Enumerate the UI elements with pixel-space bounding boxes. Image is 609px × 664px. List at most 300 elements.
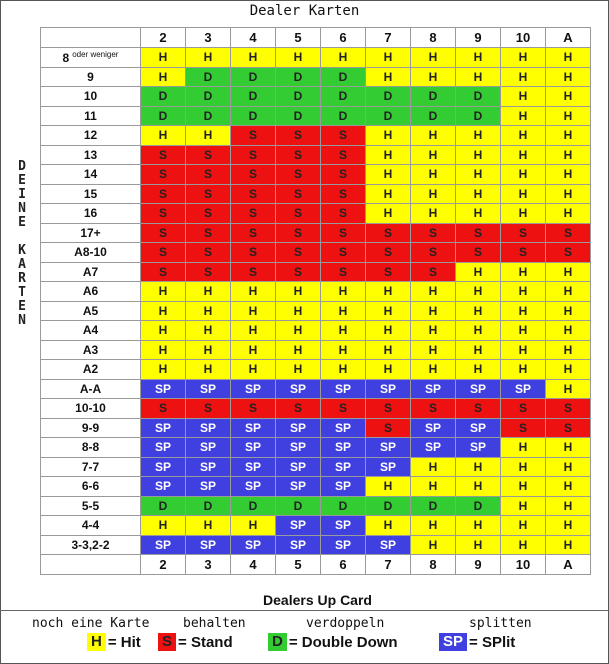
hand-label [41, 496, 141, 516]
action-cell: H [276, 282, 321, 302]
action-cell: SP [321, 418, 366, 438]
side-label-letter: K [18, 243, 26, 258]
hand-label [41, 535, 141, 555]
action-cell: H [321, 321, 366, 341]
action-cell: S [501, 418, 546, 438]
action-cell: S [141, 399, 186, 419]
hand-row [41, 457, 591, 477]
action-cell: H [546, 87, 591, 107]
action-cell: S [276, 262, 321, 282]
hand-label [41, 106, 141, 126]
action-cell: D [141, 87, 186, 107]
action-cell: H [546, 67, 591, 87]
action-cell: S [411, 262, 456, 282]
action-cell: S [546, 399, 591, 419]
action-cell: H [501, 106, 546, 126]
legend-item-stand [158, 633, 233, 651]
action-cell: SP [276, 535, 321, 555]
action-cell: S [366, 399, 411, 419]
action-cell: SP [141, 438, 186, 458]
action-cell: H [501, 496, 546, 516]
dealer-card-header: 8 [411, 555, 456, 575]
action-cell: H [366, 145, 411, 165]
hand-label [41, 379, 141, 399]
hand-label [41, 145, 141, 165]
action-cell: SP [186, 457, 231, 477]
action-cell: S [141, 204, 186, 224]
action-cell: D [231, 87, 276, 107]
corner-cell [41, 28, 141, 48]
action-cell: H [501, 67, 546, 87]
hand-label [41, 399, 141, 419]
action-cell: H [321, 48, 366, 68]
hand-label-text: 10-10 [75, 401, 106, 416]
action-cell: S [501, 223, 546, 243]
action-cell: S [321, 223, 366, 243]
action-cell: H [366, 126, 411, 146]
action-cell: H [456, 535, 501, 555]
action-cell: H [141, 516, 186, 536]
action-cell: SP [276, 379, 321, 399]
action-cell: H [366, 165, 411, 185]
action-cell: H [456, 477, 501, 497]
dealer-card-header: 2 [141, 28, 186, 48]
action-cell: H [141, 282, 186, 302]
action-cell: H [546, 438, 591, 458]
hand-label [41, 360, 141, 380]
hand-row [41, 418, 591, 438]
dealer-header-row-bottom [41, 555, 591, 575]
action-cell: H [501, 535, 546, 555]
action-cell: H [141, 340, 186, 360]
action-cell: H [546, 106, 591, 126]
side-label-letter: A [18, 257, 26, 272]
action-cell: S [186, 243, 231, 263]
action-cell: SP [321, 535, 366, 555]
hand-label [41, 48, 141, 68]
dealer-card-header: 4 [231, 555, 276, 575]
action-cell: H [456, 301, 501, 321]
hand-label [41, 165, 141, 185]
side-label-letter: T [18, 285, 26, 300]
action-cell: S [501, 399, 546, 419]
action-cell: H [366, 282, 411, 302]
action-cell: D [411, 87, 456, 107]
hand-label-text: A7 [82, 264, 99, 279]
hand-label-text: A3 [82, 342, 99, 357]
legend-caption-double: verdoppeln [306, 616, 385, 631]
action-cell: H [231, 282, 276, 302]
hand-row [41, 204, 591, 224]
action-cell: SP [186, 438, 231, 458]
action-cell: SP [321, 477, 366, 497]
action-cell: S [456, 243, 501, 263]
dealer-cards-title: Dealer Karten [249, 3, 360, 19]
action-cell: S [321, 145, 366, 165]
hand-label-text: 5-5 [81, 498, 100, 513]
action-cell: S [276, 399, 321, 419]
action-cell: H [501, 145, 546, 165]
action-cell: D [276, 496, 321, 516]
action-cell: S [186, 262, 231, 282]
hand-row [41, 301, 591, 321]
action-cell: H [366, 340, 411, 360]
action-cell: S [411, 223, 456, 243]
dealers-up-card-title: Dealers Up Card [263, 592, 372, 608]
hand-row [41, 516, 591, 536]
action-cell: SP [276, 418, 321, 438]
action-cell: S [276, 204, 321, 224]
hand-label-text: A5 [82, 303, 99, 318]
action-cell: S [141, 243, 186, 263]
action-cell: H [501, 340, 546, 360]
hand-label-text: 15 [83, 186, 98, 201]
hand-label-text: 3-3,2-2 [71, 537, 110, 552]
legend-item-hit [87, 633, 141, 651]
hand-label-text: A6 [82, 284, 99, 299]
action-cell: D [321, 67, 366, 87]
action-cell: H [411, 477, 456, 497]
action-cell: S [231, 126, 276, 146]
action-cell: H [546, 301, 591, 321]
action-cell: H [456, 321, 501, 341]
dealer-card-header: 3 [186, 28, 231, 48]
action-cell: H [321, 360, 366, 380]
action-cell: SP [321, 379, 366, 399]
hand-label [41, 204, 141, 224]
action-cell: SP [276, 438, 321, 458]
action-cell: H [186, 516, 231, 536]
hand-row [41, 282, 591, 302]
hand-label [41, 321, 141, 341]
action-cell: H [411, 204, 456, 224]
action-cell: D [366, 87, 411, 107]
action-cell: H [411, 535, 456, 555]
action-cell: H [276, 340, 321, 360]
action-cell: H [501, 516, 546, 536]
legend-swatch-split: SP [439, 633, 467, 651]
action-cell: SP [366, 535, 411, 555]
dealer-card-header: 10 [501, 555, 546, 575]
action-cell: D [366, 496, 411, 516]
action-cell: H [186, 360, 231, 380]
hand-row [41, 477, 591, 497]
hand-label-text: 8-8 [81, 440, 100, 455]
action-cell: H [546, 477, 591, 497]
action-cell: H [231, 48, 276, 68]
action-cell: H [501, 165, 546, 185]
action-cell: H [501, 457, 546, 477]
side-label-letter: E [18, 215, 26, 230]
action-cell: H [411, 184, 456, 204]
hand-label [41, 126, 141, 146]
action-cell: SP [411, 379, 456, 399]
action-cell: H [546, 204, 591, 224]
action-cell: SP [231, 477, 276, 497]
hand-label-text: A-A [79, 381, 102, 396]
action-cell: SP [141, 418, 186, 438]
dealer-card-header: 6 [321, 555, 366, 575]
dealer-card-header: 4 [231, 28, 276, 48]
action-cell: D [321, 496, 366, 516]
hand-label-text: 6-6 [81, 479, 100, 494]
dealer-card-header: 10 [501, 28, 546, 48]
legend-item-double [268, 633, 398, 651]
action-cell: H [546, 282, 591, 302]
hand-row [41, 126, 591, 146]
action-cell: H [366, 184, 411, 204]
action-cell: SP [186, 477, 231, 497]
action-cell: SP [141, 535, 186, 555]
action-cell: SP [141, 457, 186, 477]
action-cell: S [276, 126, 321, 146]
action-cell: S [186, 184, 231, 204]
action-cell: S [276, 184, 321, 204]
action-cell: H [501, 301, 546, 321]
action-cell: H [546, 379, 591, 399]
hand-label-text: 8 [62, 50, 70, 65]
action-cell: H [411, 301, 456, 321]
hand-label [41, 418, 141, 438]
hand-label [41, 262, 141, 282]
action-cell: H [546, 340, 591, 360]
action-cell: H [456, 204, 501, 224]
action-cell: S [546, 243, 591, 263]
action-cell: H [276, 360, 321, 380]
action-cell: H [501, 360, 546, 380]
dealer-card-header: 2 [141, 555, 186, 575]
action-cell: H [411, 321, 456, 341]
legend-swatch-stand: S [158, 633, 176, 651]
action-cell: H [276, 321, 321, 341]
action-cell: S [186, 145, 231, 165]
action-cell: H [186, 126, 231, 146]
action-cell: H [366, 67, 411, 87]
action-cell: H [231, 321, 276, 341]
action-cell: S [276, 223, 321, 243]
hand-label-text: A8-10 [74, 245, 107, 260]
dealer-card-header: 6 [321, 28, 366, 48]
side-label-letter: I [18, 187, 26, 202]
action-cell: H [456, 516, 501, 536]
action-cell: D [186, 496, 231, 516]
legend-text-stand: = Stand [178, 633, 233, 651]
action-cell: SP [141, 477, 186, 497]
action-cell: H [411, 126, 456, 146]
action-cell: D [321, 106, 366, 126]
action-cell: H [456, 282, 501, 302]
hand-label [41, 477, 141, 497]
action-cell: S [276, 145, 321, 165]
action-cell: H [141, 360, 186, 380]
action-cell: D [276, 106, 321, 126]
action-cell: H [141, 48, 186, 68]
action-cell: SP [186, 418, 231, 438]
action-cell: H [546, 165, 591, 185]
dealer-card-header: 8 [411, 28, 456, 48]
legend-swatch-double: D [268, 633, 287, 651]
action-cell: H [546, 126, 591, 146]
action-cell: H [231, 516, 276, 536]
action-cell: H [186, 48, 231, 68]
action-cell: SP [411, 418, 456, 438]
action-cell: D [411, 106, 456, 126]
action-cell: SP [321, 516, 366, 536]
hand-row [41, 535, 591, 555]
hand-row [41, 48, 591, 68]
hand-label-text: 7-7 [81, 459, 100, 474]
action-cell: SP [501, 379, 546, 399]
hand-label-superscript: oder weniger [72, 49, 119, 59]
hand-row [41, 184, 591, 204]
action-cell: H [456, 360, 501, 380]
action-cell: H [456, 145, 501, 165]
hand-label-text: 14 [83, 167, 98, 182]
action-cell: SP [276, 477, 321, 497]
hand-label [41, 457, 141, 477]
hand-row [41, 67, 591, 87]
hand-label-text: 9 [87, 69, 94, 84]
action-cell: D [456, 106, 501, 126]
action-cell: S [456, 223, 501, 243]
action-cell: SP [276, 516, 321, 536]
action-cell: H [546, 48, 591, 68]
legend-text-double: = Double Down [288, 633, 398, 651]
action-cell: S [231, 399, 276, 419]
hand-row [41, 87, 591, 107]
hand-label-text: A2 [82, 362, 99, 377]
action-cell: S [231, 204, 276, 224]
action-cell: H [231, 340, 276, 360]
action-cell: H [501, 184, 546, 204]
action-cell: SP [231, 379, 276, 399]
action-cell: S [231, 262, 276, 282]
hand-label-text: 12 [83, 128, 98, 143]
action-cell: H [321, 282, 366, 302]
side-label-letter: N [18, 313, 26, 328]
action-cell: H [501, 321, 546, 341]
action-cell: S [141, 145, 186, 165]
action-cell: H [411, 165, 456, 185]
action-cell: H [411, 516, 456, 536]
hand-row [41, 165, 591, 185]
action-cell: H [276, 301, 321, 321]
action-cell: S [321, 262, 366, 282]
action-cell: S [141, 262, 186, 282]
hand-row [41, 340, 591, 360]
action-cell: H [186, 301, 231, 321]
hand-row [41, 145, 591, 165]
action-cell: SP [321, 438, 366, 458]
side-label-letter: N [18, 201, 26, 216]
action-cell: SP [276, 457, 321, 477]
action-cell: S [456, 399, 501, 419]
dealer-card-header: 9 [456, 555, 501, 575]
dealer-card-header: A [546, 555, 591, 575]
action-cell: H [141, 321, 186, 341]
action-cell: H [366, 301, 411, 321]
action-cell: S [141, 165, 186, 185]
hand-row [41, 321, 591, 341]
legend-divider [0, 610, 609, 611]
action-cell: H [321, 301, 366, 321]
dealer-card-header: 5 [276, 555, 321, 575]
action-cell: SP [366, 457, 411, 477]
dealer-card-header: 9 [456, 28, 501, 48]
hand-label [41, 516, 141, 536]
action-cell: SP [231, 438, 276, 458]
hand-row [41, 379, 591, 399]
action-cell: H [411, 360, 456, 380]
hand-label [41, 301, 141, 321]
side-label-letter: E [18, 299, 26, 314]
action-cell: SP [231, 457, 276, 477]
action-cell: D [186, 106, 231, 126]
action-cell: H [411, 48, 456, 68]
action-cell: H [366, 516, 411, 536]
action-cell: H [456, 457, 501, 477]
hand-label [41, 67, 141, 87]
action-cell: S [501, 243, 546, 263]
action-cell: D [276, 67, 321, 87]
hand-row [41, 360, 591, 380]
action-cell: SP [456, 438, 501, 458]
action-cell: S [321, 126, 366, 146]
hand-label [41, 282, 141, 302]
action-cell: S [366, 243, 411, 263]
dealer-card-header: 3 [186, 555, 231, 575]
action-cell: D [366, 106, 411, 126]
action-cell: D [141, 496, 186, 516]
action-cell: H [411, 145, 456, 165]
action-cell: S [321, 184, 366, 204]
action-cell: D [276, 87, 321, 107]
action-cell: H [141, 301, 186, 321]
action-cell: S [231, 145, 276, 165]
action-cell: SP [411, 438, 456, 458]
action-cell: S [366, 262, 411, 282]
action-cell: SP [366, 438, 411, 458]
hand-label [41, 184, 141, 204]
dealer-card-header: A [546, 28, 591, 48]
hand-label-text: A4 [82, 323, 99, 338]
hand-row [41, 223, 591, 243]
action-cell: H [366, 360, 411, 380]
action-cell: H [456, 340, 501, 360]
corner-cell [41, 555, 141, 575]
hand-label-text: 9-9 [81, 420, 100, 435]
action-cell: H [231, 301, 276, 321]
dealer-header-row-top [41, 28, 591, 48]
action-cell: S [366, 418, 411, 438]
legend-caption-hit: noch eine Karte [32, 616, 150, 631]
legend-swatch-hit: H [87, 633, 106, 651]
action-cell: D [186, 67, 231, 87]
action-cell: H [546, 145, 591, 165]
action-cell: H [366, 48, 411, 68]
dealer-card-header: 7 [366, 555, 411, 575]
action-cell: SP [231, 418, 276, 438]
action-cell: S [321, 204, 366, 224]
action-cell: S [411, 243, 456, 263]
action-cell: H [546, 262, 591, 282]
action-cell: H [501, 126, 546, 146]
action-cell: H [366, 477, 411, 497]
action-cell: S [276, 243, 321, 263]
action-cell: H [141, 67, 186, 87]
action-cell: H [546, 457, 591, 477]
action-cell: H [546, 321, 591, 341]
